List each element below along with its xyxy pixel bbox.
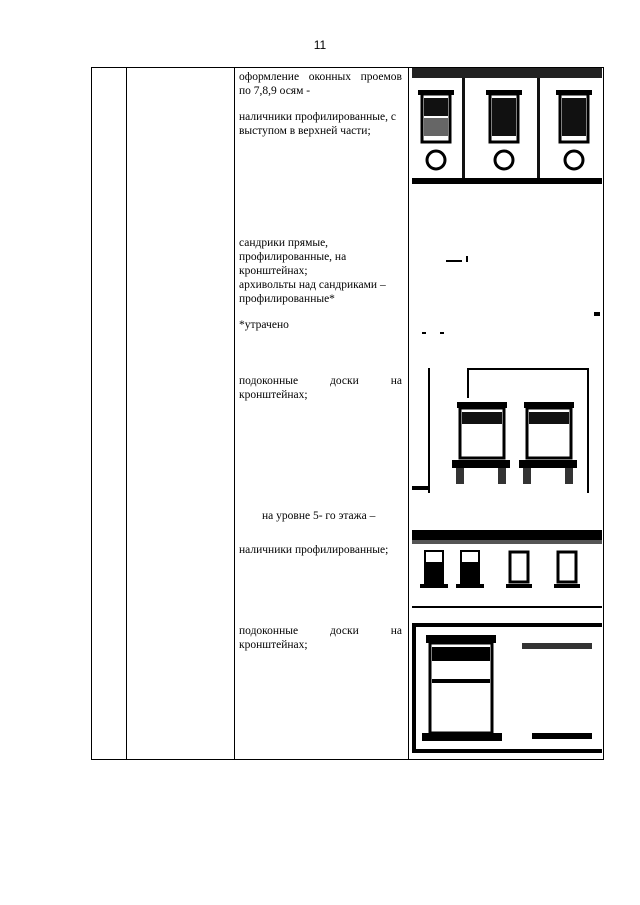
row1-sub-line2: выступом в верхней части; — [239, 125, 371, 137]
facade-windows-photo — [412, 68, 602, 188]
row3-line2: кронштейнах; — [239, 389, 308, 401]
row2-note: *утрачено — [239, 319, 289, 331]
row2-line4: архивольты над сандриками – — [239, 279, 386, 291]
column-divider — [408, 68, 409, 759]
attributes-table — [91, 67, 604, 760]
row2-line1: сандрики прямые, — [239, 237, 329, 249]
row5-line1: подоконные доски на — [239, 625, 402, 637]
row1-title-line1: оформление оконных проемов — [239, 71, 402, 83]
row5-line2: кронштейнах; — [239, 639, 308, 651]
window-sills-photo — [412, 368, 602, 493]
window-sill-closeup-photo — [412, 623, 602, 753]
row2-line2: профилированные, на — [239, 251, 347, 263]
row2-line5: профилированные* — [239, 293, 335, 305]
row1-title-line2: по 7,8,9 осям - — [239, 85, 311, 97]
column-divider — [234, 68, 235, 759]
sandriki-photo — [412, 246, 602, 336]
page-number: 11 — [313, 38, 327, 52]
row1-sub-line1: наличники профилированные, с — [239, 111, 396, 123]
row4-line1: наличники профилированные; — [239, 544, 389, 556]
fifth-floor-photo — [412, 530, 602, 610]
column-divider — [126, 68, 127, 759]
row4-heading: на уровне 5- го этажа – — [262, 510, 376, 522]
row2-line3: кронштейнах; — [239, 265, 308, 277]
row3-line1: подоконные доски на — [239, 375, 402, 387]
